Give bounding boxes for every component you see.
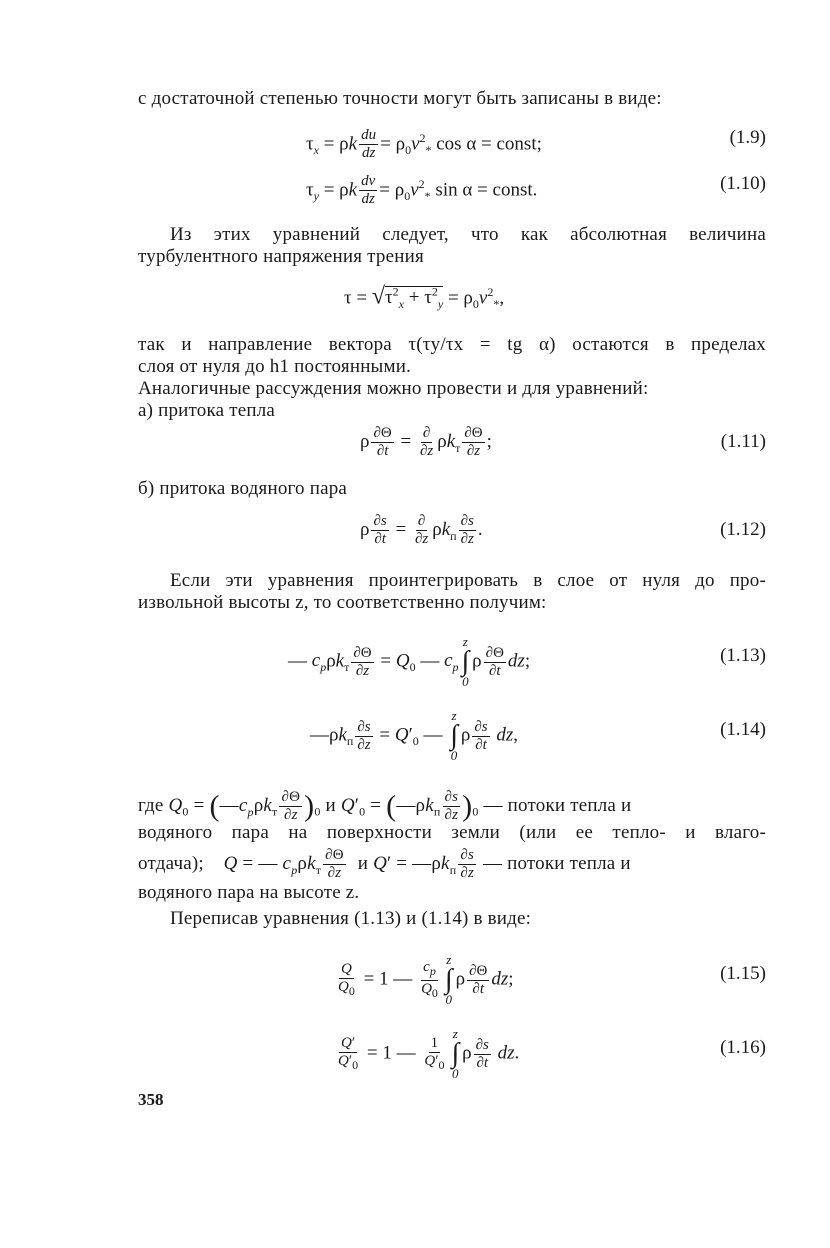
page-number: 358 [138, 1090, 164, 1109]
paragraph-line: водяного пара на поверхности земли (или ее тепло- и влаго- [138, 822, 766, 843]
equation-number: (1.15) [720, 963, 766, 984]
equation-1-13-body: — $c_p\rho k_т$ $\frac{\partial\Theta}{\partial z}$ = $Q_0$ — $c_p$ z ∫ 0 ρ $\frac{\partial\Theta}{\partial t}$ dz; [288, 634, 531, 689]
equation-number: (1.9) [729, 127, 766, 148]
equation-number: (1.10) [720, 173, 766, 194]
equation-1-11-body: ρ $\frac{\partial\Theta}{\partial t}$ = ∂ ∂z $\rho k_т$ $\frac{\partial\Theta}{\partial z}$ ; [360, 425, 492, 460]
paragraph-line: извольной высоты z, то соответственно получим: [138, 592, 547, 613]
equation-1-15-body: $\frac{Q}{Q_0}$ = 1 — $\frac{c_p}{Q_0}$ z ∫ 0 ρ $\frac{\partial\Theta}{\partial t}$ dz; [338, 952, 514, 1007]
text-fragment: отдача); [138, 853, 204, 874]
equation-1-16-body: $\frac{Q'}{Q'_0}$ = 1 — $\frac{1}{Q'_0}$ z ∫ 0 ρ $\frac{\partial s}{\partial t}$ dz. [338, 1026, 520, 1081]
paragraph-line: турбулентного напряжения трения [138, 246, 424, 267]
equation-1-12-body: ρ $\frac{\partial s}{\partial t}$ = ∂ ∂z $\rho k_п$ $\frac{\partial s}{\partial z}$ . [360, 513, 483, 548]
paragraph-intro: с достаточной степенью точности могут быть записаны в виде: [138, 88, 662, 109]
paragraph-line: так и направление вектора τ(τy/τx = tg α) остаются в пределах [138, 334, 766, 355]
paragraph-line: Из этих уравнений следует, что как абсолютная величина [170, 224, 766, 245]
paragraph-line: Переписав уравнения (1.13) и (1.14) в виде: [170, 908, 532, 929]
equation-number: (1.14) [720, 719, 766, 740]
equation-number: (1.11) [720, 431, 766, 452]
equation-1-14-body: $—\rho k_п$ $\frac{\partial s}{\partial z}$ = $Q'_0$ — z ∫ 0 ρ $\frac{\partial s}{\partial t}$ dz, [310, 708, 519, 763]
text-fragment: и [357, 853, 369, 874]
equation-body: $\tau = √\tau^2_x + \tau^2_y = \rho_0v^2_*$, [344, 283, 505, 312]
equation-1-10 [138, 164, 766, 208]
equation-1-14 [138, 708, 766, 763]
equation-number: (1.12) [720, 519, 766, 540]
text-fragment: — потоки тепла и [483, 794, 632, 816]
equation-1-12 [138, 510, 766, 550]
paragraph-line: Если эти уравнения проинтегрировать в слое от нуля до про- [170, 570, 766, 591]
text-fragment: и [325, 794, 336, 816]
paragraph-line: водяного пара на высоте z. [138, 882, 360, 903]
equation-1-13 [138, 634, 766, 689]
list-item: а) притока тепла [138, 400, 276, 421]
paragraph-where-line: где $Q_0$ = ($—c_p\rho k_т$ $\frac{\partial\Theta}{\partial z}$ )$_0$ и $Q'_0$ = ($—\rho k_п$ $\frac{\partial s}{\partial z}$ )$_0$ — потоки тепла и [138, 789, 632, 823]
equation-1-9 [138, 118, 766, 162]
equation-tau-magnitude [138, 272, 766, 312]
text-fragment: — потоки тепла и [482, 853, 631, 874]
list-item: б) притока водяного пара [138, 478, 348, 499]
equation-number: (1.16) [720, 1037, 766, 1058]
paragraph-line-fluxes: отдача); Q = — $c_p\rho k_т$ $\frac{\partial\Theta}{\partial z}$ и $Q' = —\rho k_п$ $\frac{\partial s}{\partial z}$ — потоки тепла и [138, 847, 631, 882]
paragraph-line: слоя от нуля до h1 постоянными. [138, 356, 412, 377]
text-fragment: где [138, 794, 164, 816]
paragraph-line: Аналогичные рассуждения можно провести и для уравнений: [138, 378, 649, 399]
equation-1-10-body: $\tau_y = \rho k$ $\frac{dv}{dz}$ = $\rho_0v^2_*$ sin α = const. [306, 173, 538, 208]
equation-1-15 [138, 952, 766, 1007]
equation-number: (1.13) [720, 645, 766, 666]
equation-1-16 [138, 1026, 766, 1081]
equation-1-9-body: $\tau_x = \rho k$ $\frac{du}{dz}$ = $\rho_0v^2_*$ cos α = const; [306, 127, 542, 162]
equation-1-11 [138, 422, 766, 462]
